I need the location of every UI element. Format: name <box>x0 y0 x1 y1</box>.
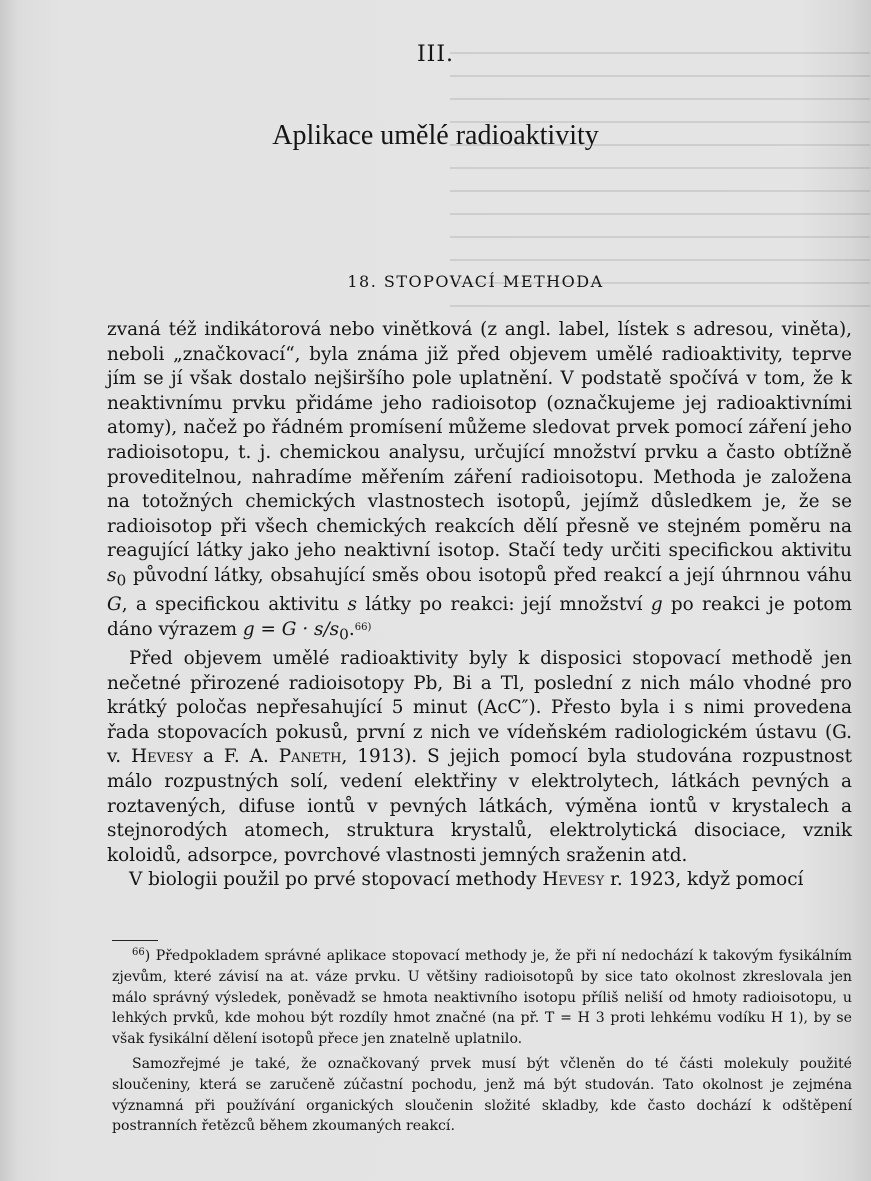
author-name-hevesy: Hevesy <box>131 746 193 768</box>
formula: g = G · s/s <box>242 618 340 640</box>
footnotes <box>112 946 852 1137</box>
section-heading: 18. STOPOVACÍ METHODA <box>347 272 604 291</box>
chapter-number: III. <box>416 42 455 67</box>
footnote-divider <box>112 940 158 941</box>
paragraph-2 <box>107 647 852 868</box>
formula-period: . <box>348 618 355 640</box>
s0-variable: s <box>107 564 117 586</box>
chapter-title: Aplikace umělé radioaktivity <box>272 120 599 151</box>
formula-subscript: 0 <box>339 625 349 644</box>
body-text <box>107 318 852 893</box>
footnote-66-continuation: Samozřejmé je také, že označkovaný prvek musí být včleněn do té části molekuly použité sloučeniny, která se zaručeně zúčastní pochodu, jenž má být studován. Tato okolnost je zejména významná při používání organických sloučenin složité skladby, kde často dochází k odštěpení postranních řetězců během zkoumaných reakcí. <box>112 1055 852 1135</box>
p1-text-c: , a specifickou aktivitu <box>121 594 340 616</box>
p1-text-b: původní látky, obsahující směs obou isotopů před reakcí a její úhrnnou váhu <box>133 564 852 586</box>
footnote-marker: 66 <box>132 947 145 958</box>
p2-text-c: , 1913). S jejich pomocí byla studována rozpustnost málo rozpustných solí, vedení elektřiny v elektrolytech, látkách pevných a roztavených, difuse iontů v pevných látkách, výměna iontů v krystalech a stejnorodých atomech, struktura krystalů, elektrolytická disociace, vznik koloidů, adsorpce, povrchové vlastnosti jemných sraženin atd. <box>107 746 852 866</box>
paragraph-3 <box>107 868 852 893</box>
g-variable: g <box>650 594 663 616</box>
paragraph-1 <box>107 318 852 647</box>
p1-text-d: látky po reakci: její množství <box>365 594 643 616</box>
footnote-reference: 66) <box>354 621 372 633</box>
p2-text-b: a F. A. <box>202 746 269 768</box>
author-name-hevesy-2: Hevesy <box>542 869 605 891</box>
p1-text-a: zvaná též indikátorová nebo vinětková (z angl. label, lístek s adresou, viněta), neboli „značkovací“, byla známa již před objevem umělé radioaktivity, teprve jím se jí však dostalo nejširšího pole uplatnění. V podstatě spočívá v tom, že k neaktivnímu prvku přidáme jeho radioisotop (označkujeme jej radioaktivními atomy), načež po řádném promísení můžeme sledovat prvek pomocí záření jeho radioisotopu, t. j. chemickou analysu, určující množství prvku a často obtížně proveditelnou, nahradíme měřením záření radioisotopu. Methoda je založena na totožných chemických vlastnostech isotopů, jejímž důsledkem je, že se radioisotop při všech chemických reakcích dělí přesně ve stejném poměru na reagující látky jako jeho neaktivní isotop. Stačí tedy určiti specifickou aktivitu <box>107 319 852 562</box>
p1-text-e: po reakci je potom dáno výrazem <box>107 594 852 640</box>
s0-subscript: 0 <box>116 571 127 590</box>
p3-text-a: V biologii použil po prvé stopovací methody <box>129 869 537 891</box>
footnote-66-text: ) Předpokladem správné aplikace stopovací methody je, že při ní nedochází k takovým fysikálním zjevům, které závisí na at. váze prvku. U většiny radioisotopů by sice tato okolnost zkreslovala jen málo správný výsledek, poněvadž se hmota neaktivního isotopu příliš neliší od hmoty radioisotopu, u lehkých prvků, kde mohou být rozdíly hmot značné (na př. T = H 3 proti lehkému vodíku H 1), by se však fysikální dělení isotopů přece jen znatelně uplatnilo. <box>112 948 852 1048</box>
bleed-through-text <box>450 38 870 308</box>
p2-text-a: Před objevem umělé radioaktivity byly k disposici stopovací methodě jen nečetné přirozené radioisotopy Pb, Bi a Tl, poslední z nich málo vhodné pro krátký poločas nepřesahující 5 minut (AcC″). Přesto byla i s nimi provedena řada stopovacích pokusů, první z nich ve vídeňském radiologickém ústavu (G. v. <box>107 648 852 768</box>
p3-text-b: r. 1923, když pomocí <box>610 869 804 891</box>
author-name-paneth: Paneth <box>278 746 342 768</box>
G-variable: G <box>107 594 122 616</box>
s-variable: s <box>347 594 357 616</box>
footnote-66 <box>112 946 852 1050</box>
